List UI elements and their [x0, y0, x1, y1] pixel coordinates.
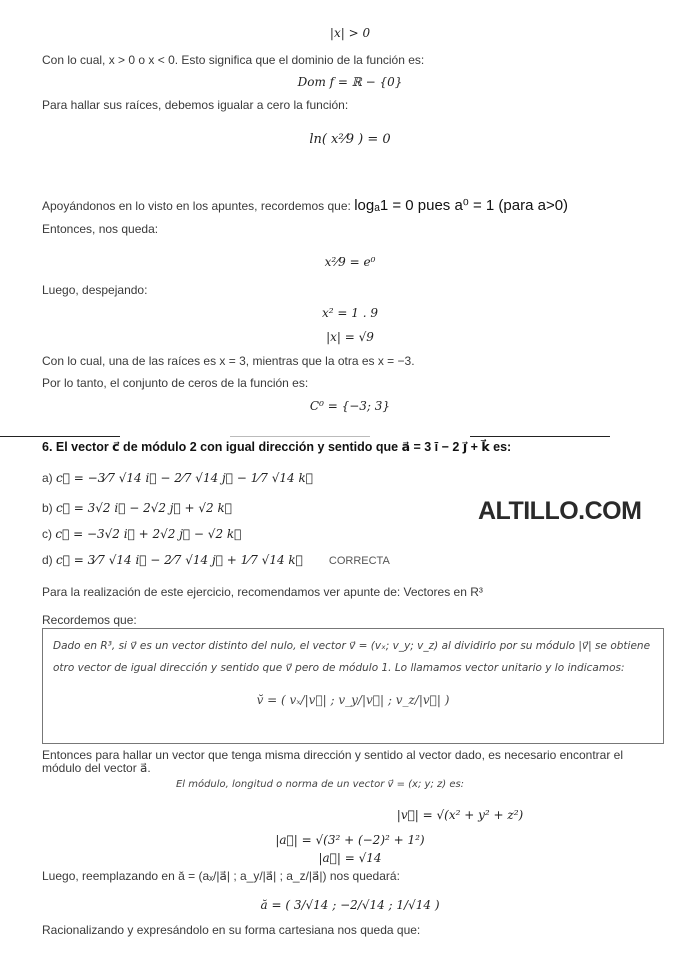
box-equation: v̆ = ( vₓ/|v⃗| ; v_y/|v⃗| ; v_z/|v⃗| ) [256, 693, 450, 707]
watermark-logo: ALTILLO.COM [478, 497, 642, 525]
equation: |x| = √9 [326, 330, 374, 344]
paragraph: Recordemos que: [42, 613, 137, 627]
paragraph: Luego, reemplazando en ă = (aₓ/|a⃗| ; a_y/|a⃗| ; a_z/|a⃗|) nos quedará: [42, 869, 400, 883]
equation: |a⃗| = √14 [318, 851, 382, 865]
option-label: c) [42, 527, 52, 541]
option-text: c⃗ = 3⁄7 √14 i⃗ − 2⁄7 √14 j⃗ + 1⁄7 √14 k⃗ [56, 553, 303, 567]
option-text: c⃗ = −3⁄7 √14 i⃗ − 2⁄7 √14 j⃗ − 1⁄7 √14 k⃗ [56, 471, 313, 485]
option-a [42, 471, 313, 485]
equation: |x| > 0 [329, 26, 371, 40]
log-formula: logₐ1 = 0 pues a⁰ = 1 (para a>0) [354, 197, 569, 214]
paragraph-log [42, 196, 568, 214]
paragraph: Para la realización de este ejercicio, recomendamos ver apunte de: Vectores en R³ [42, 585, 483, 599]
option-b [42, 501, 232, 515]
box-text: Dado en R³, si v⃗ es un vector distinto del nulo, el vector v⃗ = (vₓ; v_y; v_z) al dividirlo por su módulo |v⃗| se obtiene [53, 640, 651, 652]
option-label: a) [42, 471, 53, 485]
paragraph: Entonces, nos queda: [42, 222, 159, 236]
option-c [42, 527, 241, 541]
equation: |a⃗| = √(3² + (−2)² + 1²) [275, 833, 425, 847]
divider [0, 436, 120, 437]
option-label: b) [42, 501, 53, 515]
paragraph: Luego, despejando: [42, 283, 148, 297]
equation: ă = ( 3/√14 ; −2/√14 ; 1/√14 ) [260, 898, 440, 912]
equation: Dom f = ℝ − {0} [297, 75, 403, 89]
equation: |v⃗| = √(x² + y² + z²) [396, 808, 524, 822]
paragraph: Por lo tanto, el conjunto de ceros de la función es: [42, 376, 309, 390]
equation: x² = 1 . 9 [322, 306, 378, 320]
option-text: c⃗ = −3√2 i⃗ + 2√2 j⃗ − √2 k⃗ [55, 527, 242, 541]
box-text: otro vector de igual dirección y sentido que v⃗ pero de módulo 1. Lo llamamos vector unitario y lo indicamos: [53, 662, 625, 674]
divider [230, 436, 370, 437]
equation: C⁰ = {−3; 3} [309, 399, 391, 413]
paragraph: Con lo cual, x > 0 o x < 0. Esto significa que el dominio de la función es: [42, 53, 425, 67]
question-title: 6. El vector c⃗ de módulo 2 con igual dirección y sentido que a⃗ = 3 ī − 2 j⃗ + k⃗ es: [42, 440, 512, 454]
paragraph: Entonces para hallar un vector que tenga misma dirección y sentido al vector dado, es necesario encontrar el [42, 748, 623, 762]
option-text: c⃗ = 3√2 i⃗ − 2√2 j⃗ + √2 k⃗ [56, 501, 232, 515]
paragraph: módulo del vector a⃗. [42, 761, 151, 775]
equation: ln( x²⁄9 ) = 0 [309, 132, 391, 147]
paragraph-text: Apoyándonos en lo visto en los apuntes, recordemos que: [42, 199, 351, 213]
definition: El módulo, longitud o norma de un vector v⃗ = (x; y; z) es: [175, 779, 465, 790]
divider [470, 436, 610, 437]
equation: x²⁄9 = e⁰ [324, 255, 376, 269]
correct-mark: CORRECTA [328, 555, 390, 567]
option-d [42, 553, 390, 567]
paragraph: Para hallar sus raíces, debemos igualar a cero la función: [42, 98, 349, 112]
paragraph: Racionalizando y expresándolo en su forma cartesiana nos queda que: [42, 923, 421, 937]
option-label: d) [42, 553, 53, 567]
definition-box [42, 628, 664, 744]
paragraph: Con lo cual, una de las raíces es x = 3, mientras que la otra es x = −3. [42, 354, 415, 368]
